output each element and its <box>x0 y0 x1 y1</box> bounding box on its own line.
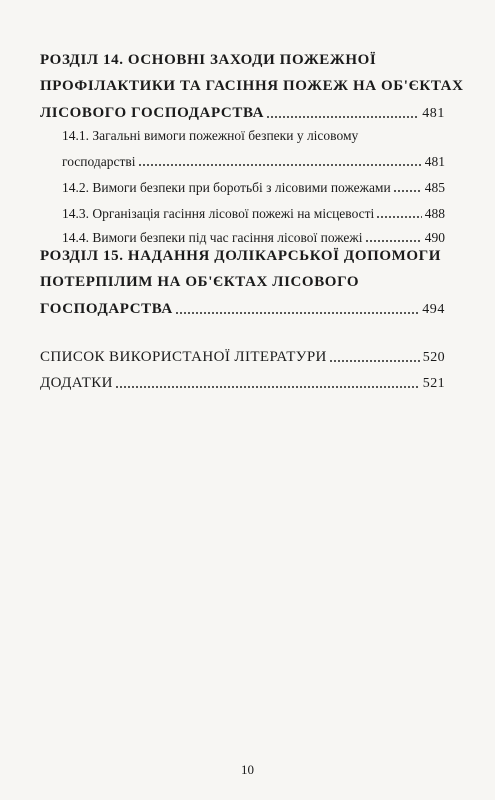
appendices-page: 521 <box>422 376 445 391</box>
chapter-14-title-line-1: РОЗДІЛ 14. ОСНОВНІ ЗАХОДИ ПОЖЕЖНОЇ <box>40 52 377 68</box>
section-14-1-line-2: господарстві <box>62 154 136 169</box>
chapter-15-title-line-3: ГОСПОДАРСТВА <box>40 301 173 317</box>
leader-dots <box>365 240 422 242</box>
appendices-entry[interactable] <box>0 370 495 392</box>
section-14-4-page: 490 <box>424 230 445 245</box>
section-14-3-page: 488 <box>424 206 445 221</box>
leader-dots <box>138 164 422 166</box>
section-14-4-title: 14.4. Вимоги безпеки під час гасіння лісової пожежі <box>62 230 363 245</box>
references-title: СПИСОК ВИКОРИСТАНОЇ ЛІТЕРАТУРИ <box>40 349 327 365</box>
section-14-3-entry[interactable] <box>0 200 495 222</box>
chapter-14-page: 481 <box>422 106 445 121</box>
appendices-title: ДОДАТКИ <box>40 375 113 391</box>
references-page: 520 <box>422 350 445 365</box>
leader-dots <box>376 216 421 218</box>
chapter-15-title-line-1: РОЗДІЛ 15. НАДАННЯ ДОЛІКАРСЬКОЇ ДОПОМОГИ <box>40 248 442 264</box>
section-14-1-entry[interactable] <box>0 148 495 170</box>
leader-dots <box>266 116 419 118</box>
section-14-3-title: 14.3. Організація гасіння лісової пожежі на місцевості <box>62 206 375 221</box>
chapter-15-page: 494 <box>422 302 445 317</box>
page-number: 10 <box>241 762 254 777</box>
chapter-15-entry[interactable] <box>0 296 495 318</box>
leader-dots <box>393 190 422 192</box>
section-14-1-line-1: 14.1. Загальні вимоги пожежної безпеки у лісовому <box>62 128 359 143</box>
section-14-2-entry[interactable] <box>0 174 495 196</box>
references-entry[interactable] <box>0 344 495 366</box>
leader-dots <box>329 360 420 362</box>
chapter-14-title-line-3: ЛІСОВОГО ГОСПОДАРСТВА <box>40 105 265 121</box>
leader-dots <box>175 312 419 314</box>
chapter-15-title-line-2: ПОТЕРПІЛИМ НА ОБ'ЄКТАХ ЛІСОВОГО <box>40 274 360 290</box>
section-14-4-entry[interactable] <box>0 224 495 246</box>
section-14-2-page: 485 <box>424 180 445 195</box>
chapter-14-entry[interactable] <box>0 100 495 122</box>
chapter-14-title-line-2: ПРОФІЛАКТИКИ ТА ГАСІННЯ ПОЖЕЖ НА ОБ'ЄКТАХ <box>40 78 464 94</box>
section-14-2-title: 14.2. Вимоги безпеки при боротьбі з лісовими пожежами <box>62 180 391 195</box>
leader-dots <box>115 386 420 388</box>
section-14-1-page: 481 <box>424 154 445 169</box>
